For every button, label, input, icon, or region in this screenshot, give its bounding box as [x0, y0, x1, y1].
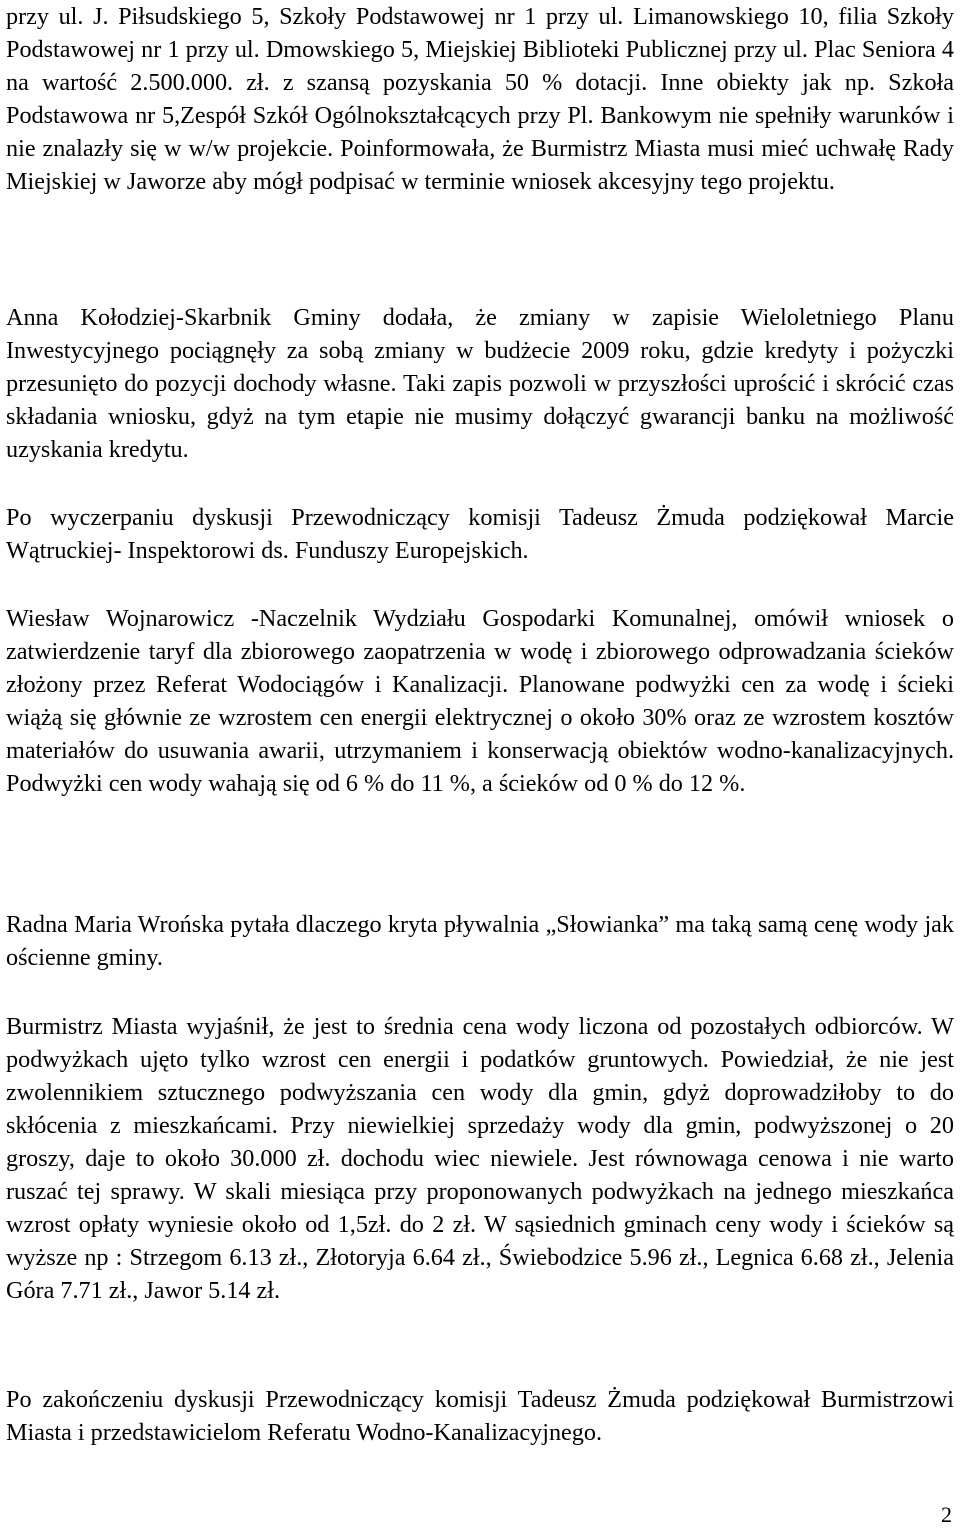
paragraph-treasurer-statement: Anna Kołodziej-Skarbnik Gminy dodała, że zmiany w zapisie Wieloletniego Planu Inwestycyjnego pociągnęły za sobą zmiany w budżecie 2009 roku, gdzie kredyty i pożyczki przesunięto do pozycji dochody własne. Taki zapis pozwoli w przyszłości uprościć i skrócić czas składania wniosku, gdyż na tym etapie nie musimy dołączyć gwarancji banku na możliwość uzyskania kredytu.: [6, 304, 954, 463]
page-number: 2: [941, 1502, 952, 1527]
paragraph-chairman-thanks-funds: Po wyczerpaniu dyskusji Przewodniczący komisji Tadeusz Żmuda podziękował Marcie Wątruckiej- Inspektorowi ds. Funduszy Europejskich.: [6, 504, 954, 564]
paragraph-school-projects: przy ul. J. Piłsudskiego 5, Szkoły Podstawowej nr 1 przy ul. Limanowskiego 10, filia Szkoły Podstawowej nr 1 przy ul. Dmowskiego 5, Miejskiej Biblioteki Publicznej przy ul. Plac Seniora 4 na wartość 2.500.000. zł. z szansą pozyskania 50 % dotacji. Inne obiekty jak np. Szkoła Podstawowa nr 5,Zespół Szkół Ogólnokształcących przy Pl. Bankowym nie spełniły warunków i nie znalazły się w w/w projekcie. Poinformowała, że Burmistrz Miasta musi mieć uchwałę Rady Miejskiej w Jaworze aby mógł podpisać w terminie wniosek akcesyjny tego projektu.: [6, 3, 954, 195]
paragraph-chairman-thanks-mayor: Po zakończeniu dyskusji Przewodniczący komisji Tadeusz Żmuda podziękował Burmistrzowi Miasta i przedstawicielom Referatu Wodno-Kanalizacyjnego.: [6, 1386, 954, 1446]
paragraph-water-tariff-motion: Wiesław Wojnarowicz -Naczelnik Wydziału Gospodarki Komunalnej, omówił wniosek o zatwierdzenie taryf dla zbiorowego zaopatrzenia w wodę i zbiorowego odprowadzania ścieków złożony przez Referat Wodociągów i Kanalizacji. Planowane podwyżki cen za wodę i ścieki wiążą się głównie ze wzrostem cen energii elektrycznej o około 30% oraz ze wzrostem kosztów materiałów do usuwania awarii, utrzymaniem i konserwacją obiektów wodno-kanalizacyjnych. Podwyżki cen wody wahają się od 6 % do 11 %, a ścieków od 0 % do 12 %.: [6, 605, 954, 797]
paragraph-councillor-question: Radna Maria Wrońska pytała dlaczego kryta pływalnia „Słowianka” ma taką samą cenę wody jak ościenne gminy.: [6, 911, 954, 971]
paragraph-mayor-explanation: Burmistrz Miasta wyjaśnił, że jest to średnia cena wody liczona od pozostałych odbiorców. W podwyżkach ujęto tylko wzrost cen energii i podatków gruntowych. Powiedział, że nie jest zwolennikiem sztucznego podwyższania cen wody dla gmin, gdyż doprowadziłoby to do skłócenia z mieszkańcami. Przy niewielkiej sprzedaży wody dla gmin, podwyższonej o 20 groszy, daje to około 30.000 zł. dochodu wiec niewiele. Jest równowaga cenowa i nie warto ruszać tej sprawy. W skali miesiąca przy proponowanych podwyżkach na jednego mieszkańca wzrost opłaty wyniesie około od 1,5zł. do 2 zł. W sąsiednich gminach ceny wody i ścieków są wyższe np : Strzegom 6.13 zł., Złotoryja 6.64 zł., Świebodzice 5.96 zł., Legnica 6.68 zł., Jelenia Góra 7.71 zł., Jawor 5.14 zł.: [6, 1013, 954, 1304]
